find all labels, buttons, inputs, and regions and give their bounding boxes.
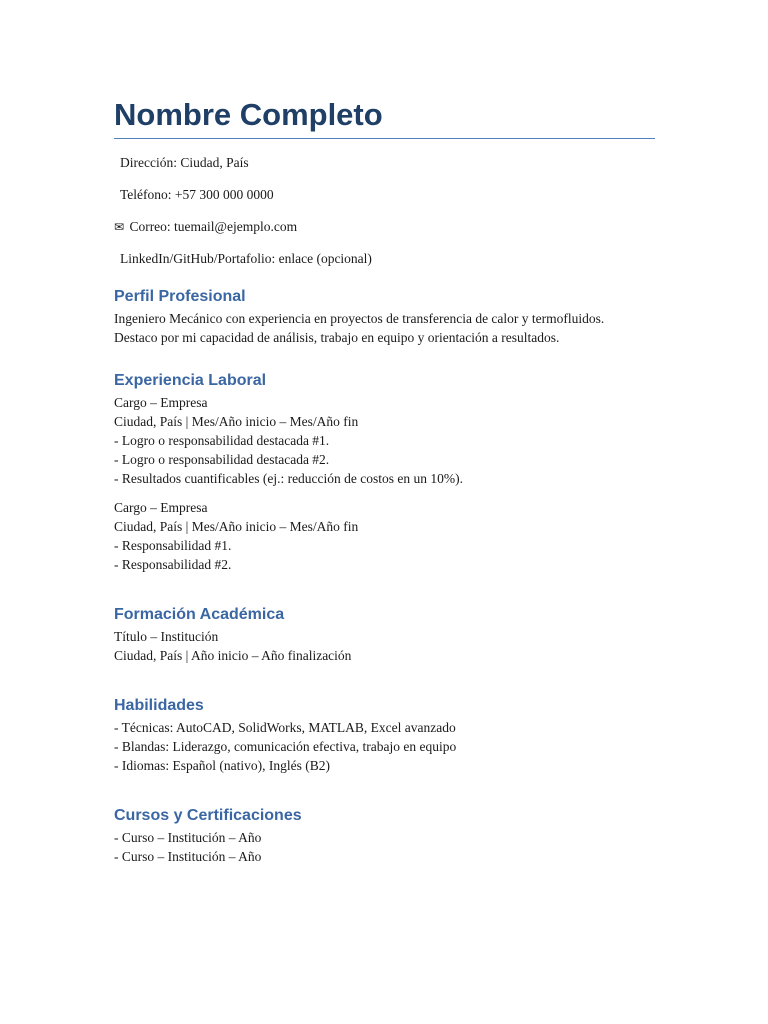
skills-section-title: Habilidades — [114, 697, 204, 714]
job-item: - Logro o responsabilidad destacada #2. — [114, 452, 330, 467]
job-entry — [114, 498, 655, 574]
profile-section-title: Perfil Profesional — [114, 288, 246, 305]
skill-item: - Técnicas: AutoCAD, SolidWorks, MATLAB, Excel avanzado — [114, 720, 456, 735]
education-section-title: Formación Académica — [114, 606, 285, 623]
education-section — [114, 605, 655, 665]
job-item: - Resultados cuantificables (ej.: reducción de costos en un 10%). — [114, 471, 464, 486]
job-role: Cargo – Empresa — [114, 500, 208, 515]
contact-info — [114, 155, 655, 267]
skill-item: - Blandas: Liderazgo, comunicación efectiva, trabajo en equipo — [114, 739, 457, 754]
education-place-dates: Ciudad, País | Año inicio – Año finalización — [114, 648, 352, 663]
education-degree: Título – Institución — [114, 629, 219, 644]
skill-item: - Idiomas: Español (nativo), Inglés (B2) — [114, 758, 330, 773]
resume-page — [114, 96, 655, 866]
profile-line: Destaco por mi capacidad de análisis, trabajo en equipo y orientación a resultados. — [114, 330, 560, 345]
email-line — [114, 219, 655, 235]
job-role: Cargo – Empresa — [114, 395, 208, 410]
course-item: - Curso – Institución – Año — [114, 849, 262, 864]
profile-line: Ingeniero Mecánico con experiencia en proyectos de transferencia de calor y termofluidos. — [114, 311, 605, 326]
email-text: Correo: tuemail@ejemplo.com — [129, 219, 298, 234]
experience-section — [114, 371, 655, 574]
phone-line: Teléfono: +57 300 000 0000 — [120, 187, 274, 202]
profile-section — [114, 287, 655, 347]
envelope-icon: ✉ — [114, 220, 125, 234]
address-line: Dirección: Ciudad, País — [120, 155, 249, 170]
job-item: - Responsabilidad #1. — [114, 538, 232, 553]
courses-section-title: Cursos y Certificaciones — [114, 807, 302, 824]
job-place-dates: Ciudad, País | Mes/Año inicio – Mes/Año fin — [114, 519, 359, 534]
job-item: - Responsabilidad #2. — [114, 557, 232, 572]
job-place-dates: Ciudad, País | Mes/Año inicio – Mes/Año fin — [114, 414, 359, 429]
job-entry — [114, 393, 655, 488]
course-item: - Curso – Institución – Año — [114, 830, 262, 845]
links-line: LinkedIn/GitHub/Portafolio: enlace (opcional) — [120, 251, 372, 266]
experience-section-title: Experiencia Laboral — [114, 372, 267, 389]
skills-section — [114, 696, 655, 775]
full-name-heading: Nombre Completo — [114, 96, 655, 139]
courses-section — [114, 806, 655, 866]
job-item: - Logro o responsabilidad destacada #1. — [114, 433, 330, 448]
